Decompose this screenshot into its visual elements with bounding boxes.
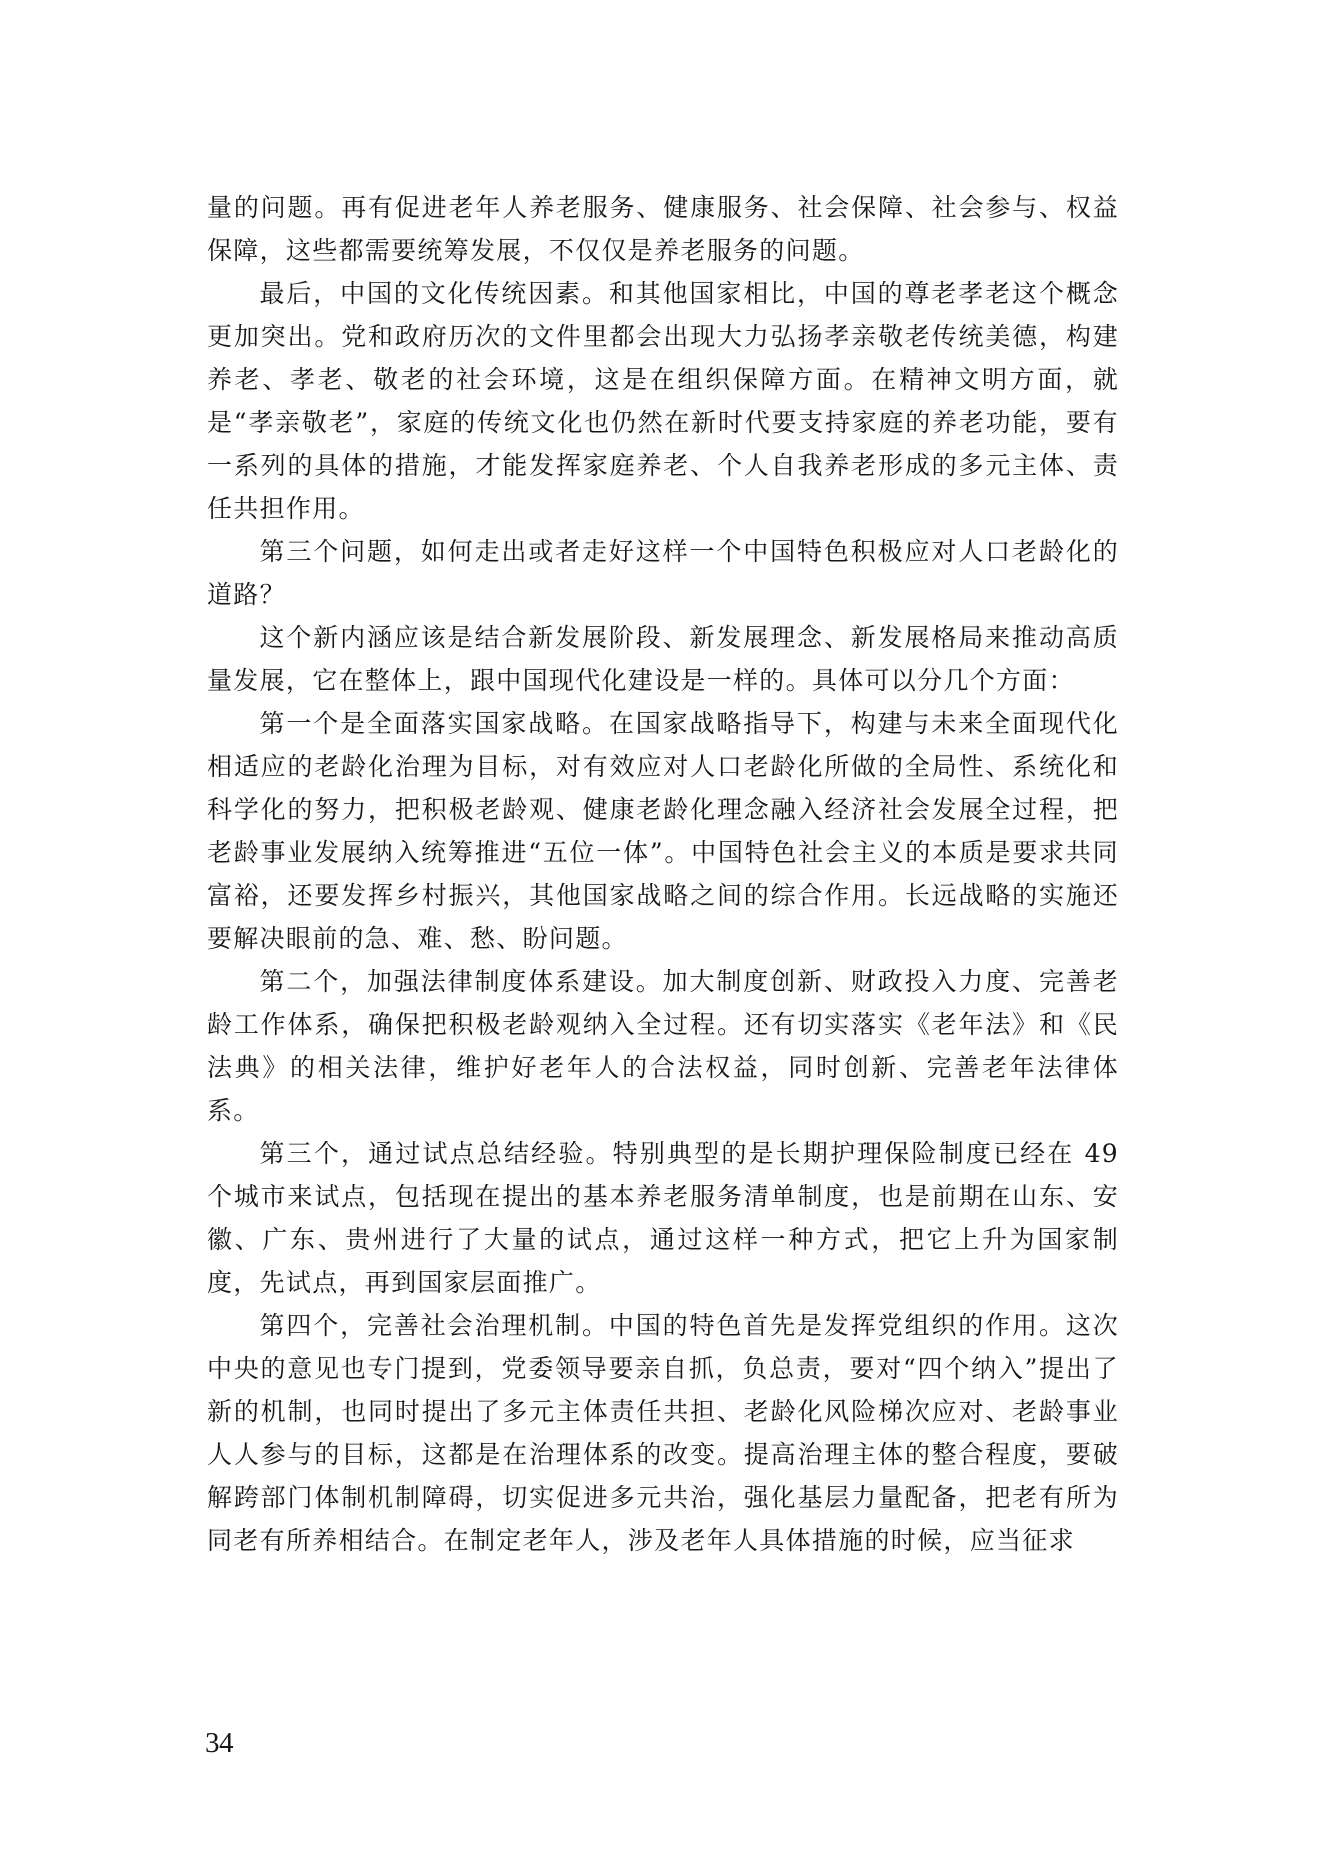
paragraph: 第三个问题，如何走出或者走好这样一个中国特色积极应对人口老龄化的道路？ — [207, 537, 1119, 609]
paragraph: 第一个是全面落实国家战略。在国家战略指导下，构建与未来全面现代化相适应的老龄化治理为目标，对有效应对人口老龄化所做的全局性、系统化和科学化的努力，把积极老龄观、健康老龄化理念融入经济社会发展全过程，把老龄事业发展纳入统筹推进“五位一体”。中国特色社会主义的本质是要求共同富裕，还要发挥乡村振兴，其他国家战略之间的综合作用。长远战略的实施还要解决眼前的急、难、愁、盼问题。 — [207, 709, 1119, 953]
page-number: 34 — [205, 1727, 233, 1759]
paragraph: 这个新内涵应该是结合新发展阶段、新发展理念、新发展格局来推动高质量发展，它在整体上，跟中国现代化建设是一样的。具体可以分几个方面： — [207, 623, 1119, 695]
paragraph: 第四个，完善社会治理机制。中国的特色首先是发挥党组织的作用。这次中央的意见也专门提到，党委领导要亲自抓，负总责，要对“四个纳入”提出了新的机制，也同时提出了多元主体责任共担、老龄化风险梯次应对、老龄事业人人参与的目标，这都是在治理体系的改变。提高治理主体的整合程度，要破解跨部门体制机制障碍，切实促进多元共治，强化基层力量配备，把老有所为同老有所养相结合。在制定老年人，涉及老年人具体措施的时候，应当征求 — [207, 1311, 1119, 1555]
paragraph: 第二个，加强法律制度体系建设。加大制度创新、财政投入力度、完善老龄工作体系，确保把积极老龄观纳入全过程。还有切实落实《老年法》和《民法典》的相关法律，维护好老年人的合法权益，同时创新、完善老年法律体系。 — [207, 967, 1119, 1125]
body-text — [207, 186, 1119, 1562]
paragraph: 第三个，通过试点总结经验。特别典型的是长期护理保险制度已经在 49 个城市来试点，包括现在提出的基本养老服务清单制度，也是前期在山东、安徽、广东、贵州进行了大量的试点，通过这样一种方式，把它上升为国家制度，先试点，再到国家层面推广。 — [207, 1139, 1119, 1297]
paragraph: 最后，中国的文化传统因素。和其他国家相比，中国的尊老孝老这个概念更加突出。党和政府历次的文件里都会出现大力弘扬孝亲敬老传统美德，构建养老、孝老、敬老的社会环境，这是在组织保障方面。在精神文明方面，就是“孝亲敬老”，家庭的传统文化也仍然在新时代要支持家庭的养老功能，要有一系列的具体的措施，才能发挥家庭养老、个人自我养老形成的多元主体、责任共担作用。 — [207, 279, 1119, 523]
paragraph: 量的问题。再有促进老年人养老服务、健康服务、社会保障、社会参与、权益保障，这些都需要统筹发展，不仅仅是养老服务的问题。 — [207, 193, 1119, 265]
